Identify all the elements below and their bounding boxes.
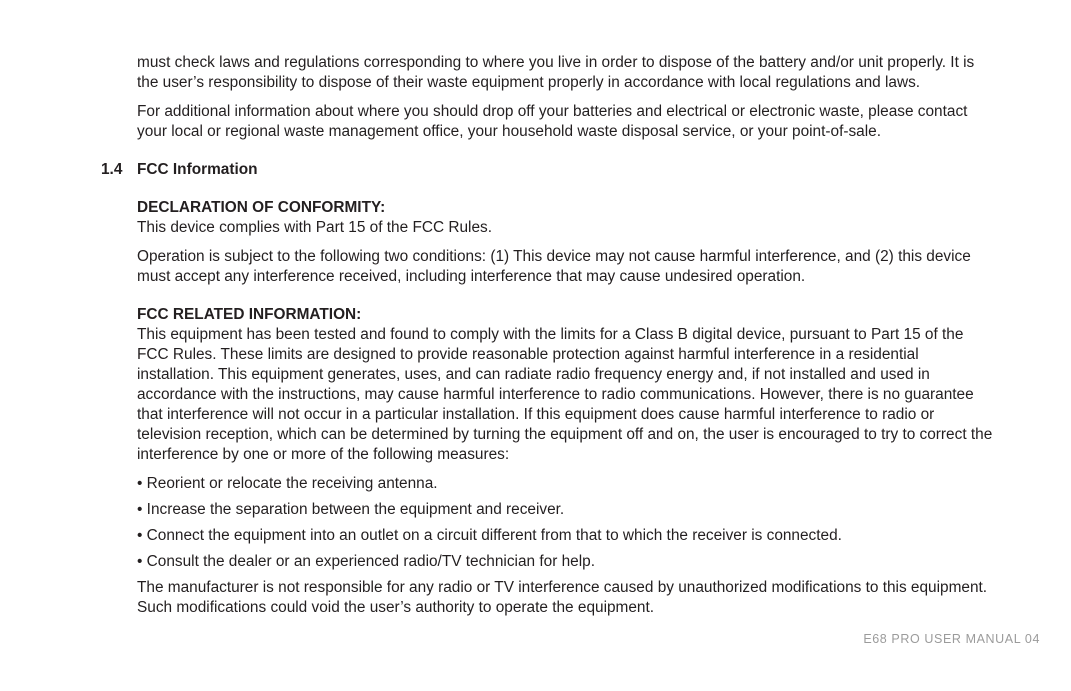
- fcc-related-block: [137, 305, 997, 465]
- intro-paragraph-additional-info: For additional information about where you should drop off your batteries and electrical or electronic waste, please contact your local or regional waste management office, your household waste disposal service, or your point-of-sale.: [137, 103, 968, 140]
- section-number: 1.4: [101, 161, 123, 178]
- page-footer: E68 PRO USER MANUAL 04: [863, 632, 1040, 646]
- fcc-related-heading: FCC RELATED INFORMATION:: [137, 306, 362, 323]
- list-item: • Consult the dealer or an experienced radio/TV technician for help.: [137, 553, 595, 570]
- list-item: • Increase the separation between the equipment and receiver.: [137, 501, 565, 518]
- list-item: • Connect the equipment into an outlet on a circuit different from that to which the receiver is connected.: [137, 527, 842, 544]
- fcc-related-body: This equipment has been tested and found to comply with the limits for a Class B digital device, pursuant to Part 15 of the FCC Rules. These limits are designed to provide reasonable protection against harmful interference in a residential installation. This equipment generates, uses, and can radiate radio frequency energy and, if not installed and used in accordance with the instructions, may cause harmful interference to radio communications. However, there is no guarantee that interference will not occur in a particular installation. If this equipment does cause harmful interference to radio or television reception, which can be determined by turning the equipment off and on, the user is encouraged to try to correct the interference by one or more of the following measures:: [137, 326, 993, 463]
- list-item: • Reorient or relocate the receiving antenna.: [137, 475, 438, 492]
- declaration-heading: DECLARATION OF CONFORMITY:: [137, 199, 386, 216]
- intro-paragraph-disposal: must check laws and regulations corresponding to where you live in order to dispose of the battery and/or unit properly. It is the user’s responsibility to dispose of their waste equipment properly in accordance with local regulations and laws.: [137, 54, 975, 91]
- declaration-conditions-text: Operation is subject to the following two conditions: (1) This device may not cause harmful interference, and (2) this device must accept any interference received, including interference that may cause undesired operation.: [137, 248, 971, 285]
- closing-paragraph: The manufacturer is not responsible for any radio or TV interference caused by unauthorized modifications to this equipment. Such modifications could void the user’s authority to operate the equipment.: [137, 579, 988, 616]
- section-title: FCC Information: [137, 161, 258, 178]
- declaration-block: [137, 198, 997, 238]
- declaration-compliance-text: This device complies with Part 15 of the FCC Rules.: [137, 219, 492, 236]
